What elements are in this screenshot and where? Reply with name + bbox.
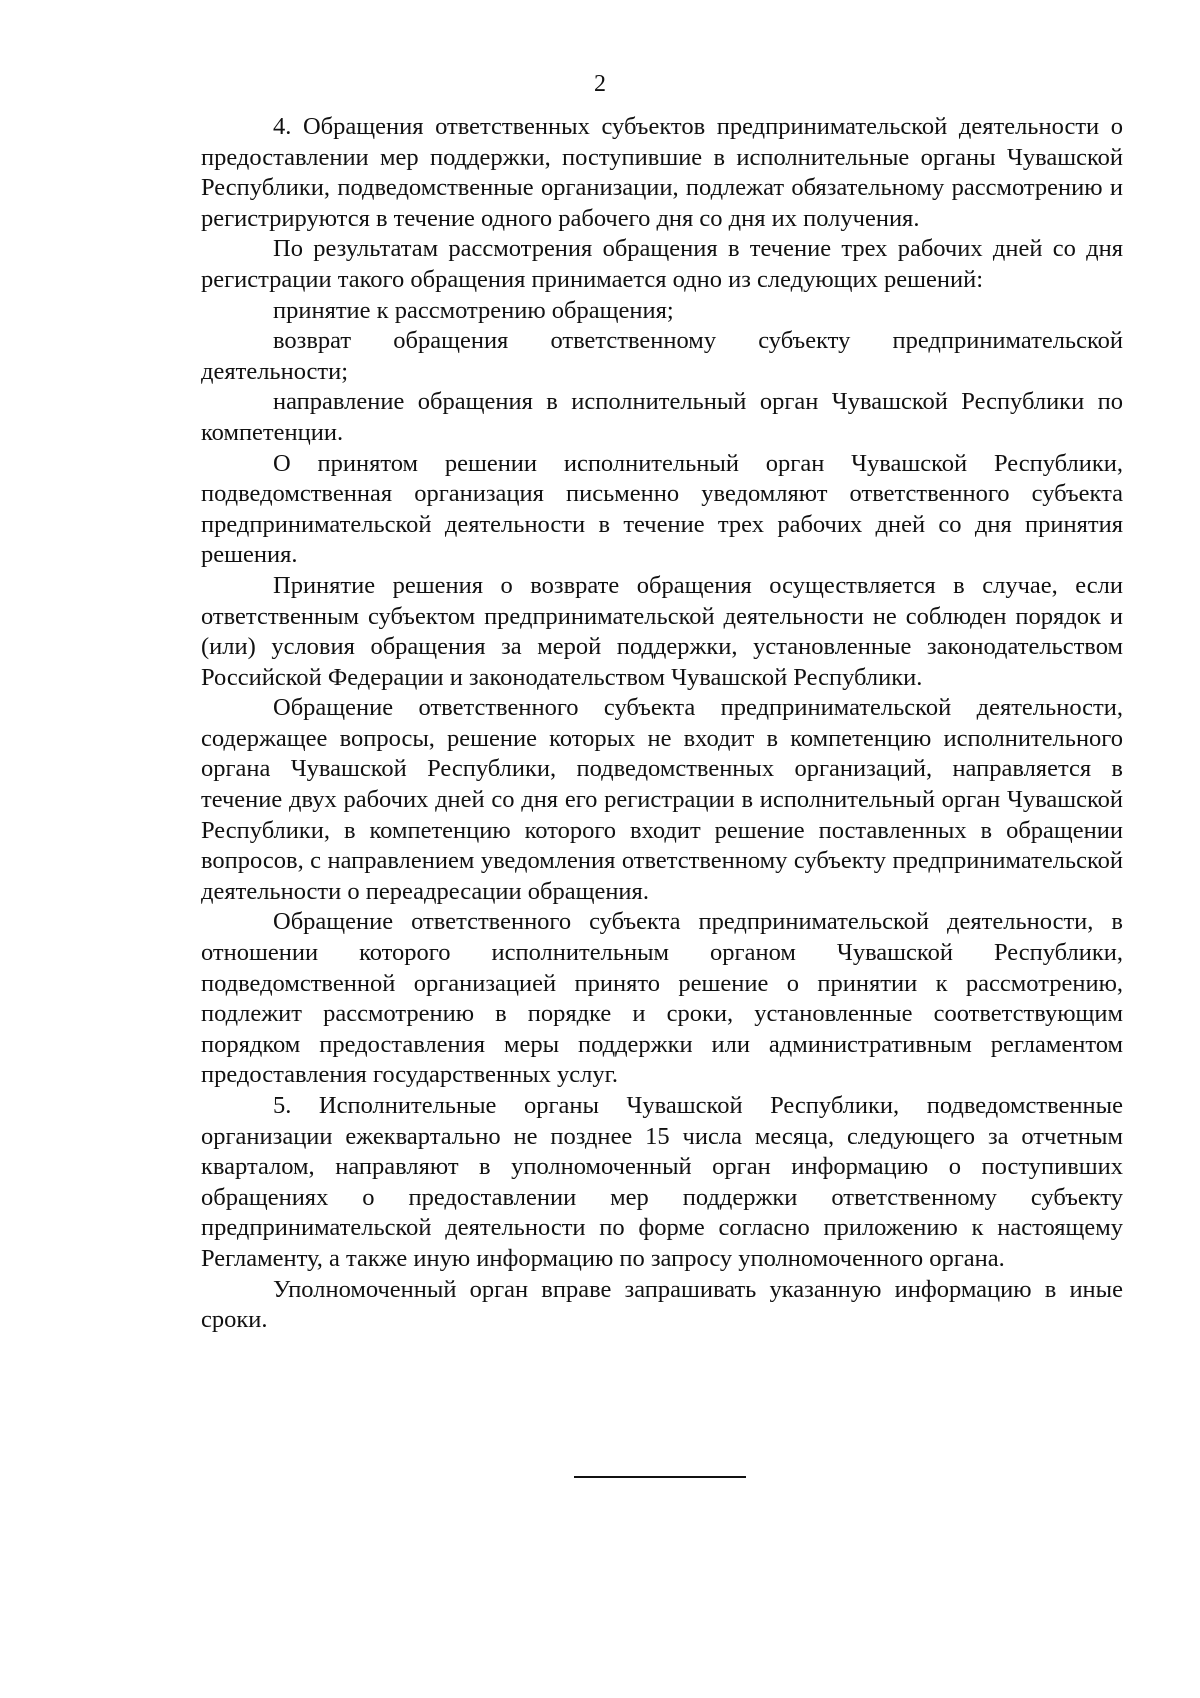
paragraph-information-request: Уполномоченный орган вправе запрашивать указанную информацию в иные сроки. [201,1275,1123,1334]
paragraph-5-reporting: 5. Исполнительные органы Чувашской Республики, подведомственные организации ежеквартально не позднее 15 числа месяца, следующего за отчетным кварталом, направляют в уполномоченный орган информацию о поступивших обращениях о предоставлении мер поддержки ответственному субъекту предпринимательской деятельности по форме согласно приложению к настоящему Регламенту, а также иную информацию по запросу уполномоченного органа. [201,1092,1123,1272]
list-item-accept: принятие к рассмотрению обращения; [273,296,674,324]
paragraph-notification: О принятом решении исполнительный орган Чувашской Республики, подведомственная организация письменно уведомляют ответственного субъекта предпринимательской деятельности в течение трех рабочих дней со дня принятия решения. [201,449,1123,569]
list-item-redirect: направление обращения в исполнительный орган Чувашской Республики по компетенции. [201,388,1123,446]
paragraph-redirect-procedure: Обращение ответственного субъекта предпринимательской деятельности, содержащее вопросы, решение которых не входит в компетенцию исполнительного органа Чувашской Республики, подведомственных организаций, направляется в течение двух рабочих дней со дня его регистрации в исполнительный орган Чувашской Республики, в компетенцию которого входит решение поставленных в обращении вопросов, с направлением уведомления ответственному субъекту предпринимательской деятельности о переадресации обращения. [201,694,1123,905]
page-number: 2 [594,71,606,97]
paragraph-decision-options: По результатам рассмотрения обращения в течение трех рабочих дней со дня регистрации такого обращения принимается одно из следующих решений: [201,235,1123,293]
closing-divider [574,1476,746,1478]
list-item-return: возврат обращения ответственному субъекту предпринимательской деятельности; [201,327,1123,385]
paragraph-4-intro: 4. Обращения ответственных субъектов предпринимательской деятельности о предоставлении мер поддержки, поступившие в исполнительные органы Чувашской Республики, подведомственные организации, подлежат обязательному рассмотрению и регистрируются в течение одного рабочего дня со дня их получения. [201,113,1123,232]
document-body [201,112,1123,1336]
paragraph-review-procedure: Обращение ответственного субъекта предпринимательской деятельности, в отношении которого исполнительным органом Чувашской Республики, подведомственной организацией принято решение о принятии к рассмотрению, подлежит рассмотрению в порядке и сроки, установленные соответствующим порядком предоставления меры поддержки или административным регламентом предоставления государственных услуг. [201,908,1123,1089]
paragraph-return-conditions: Принятие решения о возврате обращения осуществляется в случае, если ответственным субъектом предпринимательской деятельности не соблюден порядок и (или) условия обращения за мерой поддержки, установленные законодательством Российской Федерации и законодательством Чувашской Республики. [201,571,1123,691]
